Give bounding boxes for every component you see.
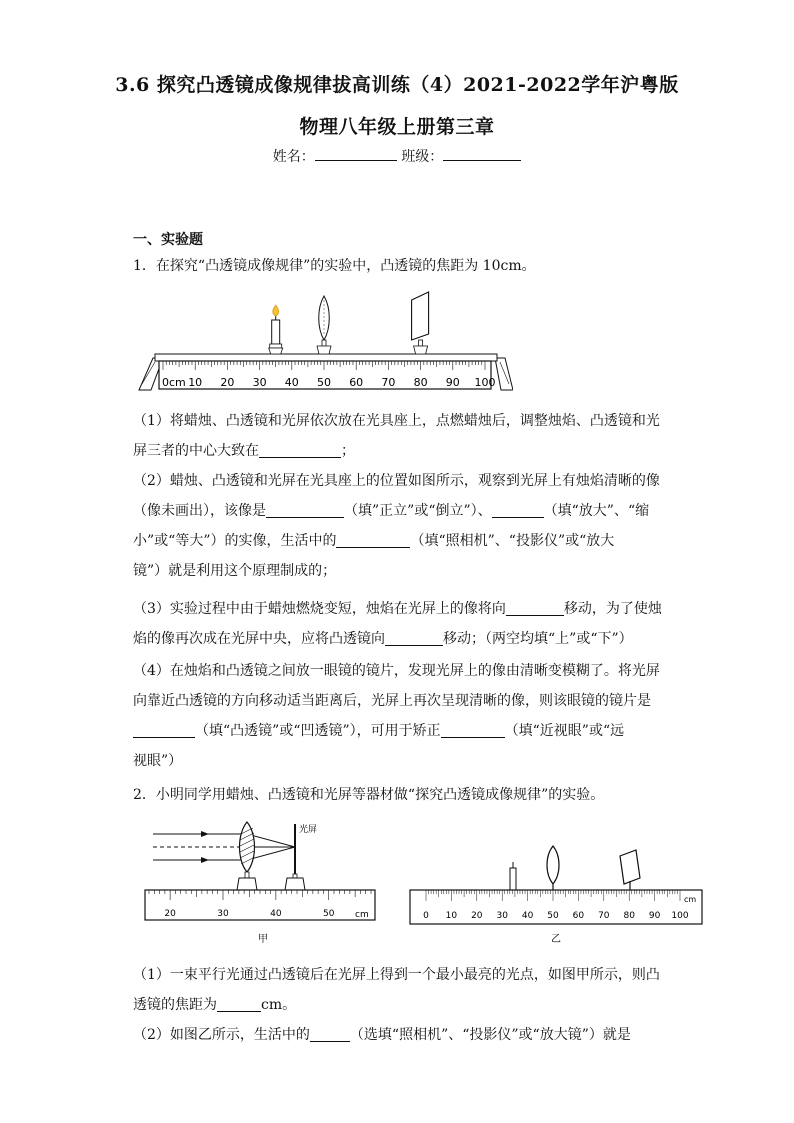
- q2-blank-2[interactable]: [310, 1025, 350, 1042]
- q1-blank-3[interactable]: [492, 501, 544, 518]
- class-blank[interactable]: [443, 146, 521, 161]
- q2-part2: [133, 1020, 663, 1050]
- scale-tick-label: 50: [317, 376, 331, 389]
- q1-optical-bench-figure: [133, 290, 513, 400]
- screen-label: 光屏: [299, 825, 318, 835]
- q2-figure-b: [408, 838, 704, 948]
- scale-tick-label: 90: [445, 376, 460, 389]
- scale-b-tick-label: 70: [598, 911, 610, 921]
- q1-p2-line2: [133, 496, 663, 526]
- q1-blank-2[interactable]: [266, 501, 344, 518]
- q2-p1-line2: [133, 990, 663, 1020]
- q1-part3: [133, 594, 663, 654]
- scale-b-tick-label: 50: [547, 911, 559, 921]
- q1-p3-text-c: 焰的像再次成在光屏中央，应将凸透镜向: [133, 631, 385, 647]
- scale-b-tick-label: 100: [671, 911, 689, 921]
- q1-part4: [133, 656, 663, 776]
- bench-rail: [155, 354, 497, 361]
- q1-p2-line3: [133, 526, 663, 556]
- q2-figure-a: [143, 820, 393, 950]
- scale-tick-label: 60: [349, 376, 364, 389]
- scale-tick-label: 20: [220, 376, 235, 389]
- convex-lens-a: [240, 822, 255, 872]
- candle: [269, 305, 283, 354]
- q1-p2-line1: （2）蜡烛、凸透镜和光屏在光具座上的位置如图所示，观察到光屏上有烛焰清晰的像: [133, 473, 660, 489]
- name-blank[interactable]: [315, 146, 397, 161]
- q1-p3-text-a: （3）实验过程中由于蜡烛燃烧变短，烛焰在光屏上的像将向: [133, 601, 506, 617]
- q2-p2-text-b: （选填“照相机”、“投影仪”或“放大镜”）就是: [349, 1027, 631, 1043]
- q1-p2-text-d: （填“放大”、“缩: [543, 503, 650, 519]
- q1-stem: 1．在探究“凸透镜成像规律”的实验中，凸透镜的焦距为 10cm。: [133, 258, 536, 274]
- q1-p2-text-e: 小”或“等大”）的实像，生活中的: [133, 533, 337, 549]
- q1-p4-text-d: （填“近视眼”或“远: [504, 723, 625, 739]
- scale-b-tick-label: 90: [648, 911, 661, 921]
- scale-b-tick-label: 10: [445, 911, 458, 921]
- q1-blank-4[interactable]: [336, 531, 410, 548]
- section-title: 一、实验题: [133, 232, 203, 248]
- q1-p3-text-d: 移动；（两空均填“上”或“下”）: [443, 631, 633, 647]
- q1-p1-line1: （1）将蜡烛、凸透镜和光屏依次放在光具座上，点燃蜡烛后，调整烛焰、凸透镜和光: [133, 413, 660, 429]
- scale-tick-label: 40: [284, 376, 299, 389]
- scale-b-tick-label: 60: [572, 911, 585, 921]
- scale-b-tick-label: 80: [623, 911, 635, 921]
- light-screen: [412, 292, 429, 354]
- scale-a-tick-label: 30: [217, 909, 229, 919]
- q2-p1-text-c: cm。: [261, 997, 297, 1013]
- figure-b-label: 乙: [551, 934, 561, 945]
- q1-p3-line1: [133, 594, 663, 624]
- name-label: 姓名：: [272, 149, 315, 165]
- scale-a-unit: cm: [355, 910, 369, 920]
- q1-p3-line2: [133, 624, 663, 654]
- scale-a-tick-label: 50: [322, 909, 335, 919]
- q1-p4-line1: （4）在烛焰和凸透镜之间放一眼镜的镜片，发现光屏上的像由清晰变模糊了。将光屏: [133, 663, 660, 679]
- q2-p2-text-a: （2）如图乙所示，生活中的: [133, 1027, 310, 1043]
- q1-p1-text: 屏三者的中心大致在: [133, 443, 259, 459]
- q1-p2-text-f: （填“照相机”、“投影仪”或“放大: [410, 533, 615, 549]
- q2-part1: [133, 960, 663, 1020]
- q1-blank-7[interactable]: [133, 721, 195, 738]
- q1-p3-text-b: 移动，为了使烛: [563, 601, 662, 617]
- q1-p2-text-b: （像未画出），该像是: [133, 503, 266, 519]
- scale-a-tick-label: 40: [270, 909, 282, 919]
- scale-b-tick-label: 20: [471, 911, 483, 921]
- page-title-line1: 3.6 探究凸透镜成像规律拔高训练（4）2021-2022学年沪粤版: [115, 74, 679, 96]
- convex-lens-b: [547, 846, 559, 884]
- q1-p4-line2: 向靠近凸透镜的方向移动适当距离后，光屏上再次呈现清晰的像，则该眼镜的镜片是: [133, 693, 651, 709]
- bench-right-foot: [495, 358, 513, 390]
- q2-p2-line1: [133, 1020, 663, 1050]
- scale-a-tick-label: 20: [164, 909, 176, 919]
- q1-blank-1[interactable]: [259, 441, 341, 458]
- q1-blank-6[interactable]: [385, 629, 443, 646]
- q1-p2-line4: 镜”）就是利用这个原理制成的；: [133, 563, 337, 579]
- q1-p1-line2: [133, 436, 663, 466]
- scale-tick-label: 80: [413, 376, 428, 389]
- q1-p4-line3: [133, 716, 663, 746]
- q2-stem: 2．小明同学用蜡烛、凸透镜和光屏等器材做“探究凸透镜成像规律”的实验。: [133, 787, 605, 803]
- scale-b-tick-label: 0: [423, 911, 429, 921]
- scale-tick-label: 30: [252, 376, 267, 389]
- scale-tick-label: 100: [474, 376, 496, 389]
- page-title-line2: 物理八年级上册第三章: [299, 116, 495, 138]
- q2-p1-line1: （1）一束平行光通过凸透镜后在光屏上得到一个最小最亮的光点，如图甲所示，则凸: [133, 967, 660, 983]
- q1-part2: [133, 466, 663, 586]
- q1-p1-end: ；: [341, 443, 355, 459]
- class-label: 班级：: [401, 149, 444, 165]
- scale-a: [145, 890, 375, 920]
- figure-a-label: 甲: [258, 934, 268, 945]
- scale-b-tick-label: 30: [496, 911, 508, 921]
- candle-b: [510, 862, 516, 890]
- scale-b-tick-label: 40: [521, 911, 534, 921]
- q1-blank-5[interactable]: [506, 599, 564, 616]
- flame-icon: [273, 305, 279, 316]
- name-class-bar: [0, 146, 794, 166]
- scale-tick-label: 10: [188, 376, 203, 389]
- q1-p2-text-c: （填”正立”或“倒立”）、: [344, 503, 492, 519]
- q1-blank-8[interactable]: [441, 721, 505, 738]
- q1-p4-line4: 视眼”）: [133, 753, 183, 769]
- scale-tick-label: 70: [381, 376, 396, 389]
- scale-unit-label: 0cm: [162, 376, 186, 389]
- q2-blank-1[interactable]: [217, 995, 261, 1012]
- q2-p1-text-b: 透镜的焦距为: [133, 997, 217, 1013]
- q1-p4-text-c: （填“凸透镜”或“凹透镜”），可用于矫正: [195, 723, 441, 739]
- q1-part1: [133, 406, 663, 466]
- screen-b: [620, 850, 640, 884]
- scale-b-unit: cm: [684, 895, 697, 904]
- convex-lens: [317, 296, 331, 354]
